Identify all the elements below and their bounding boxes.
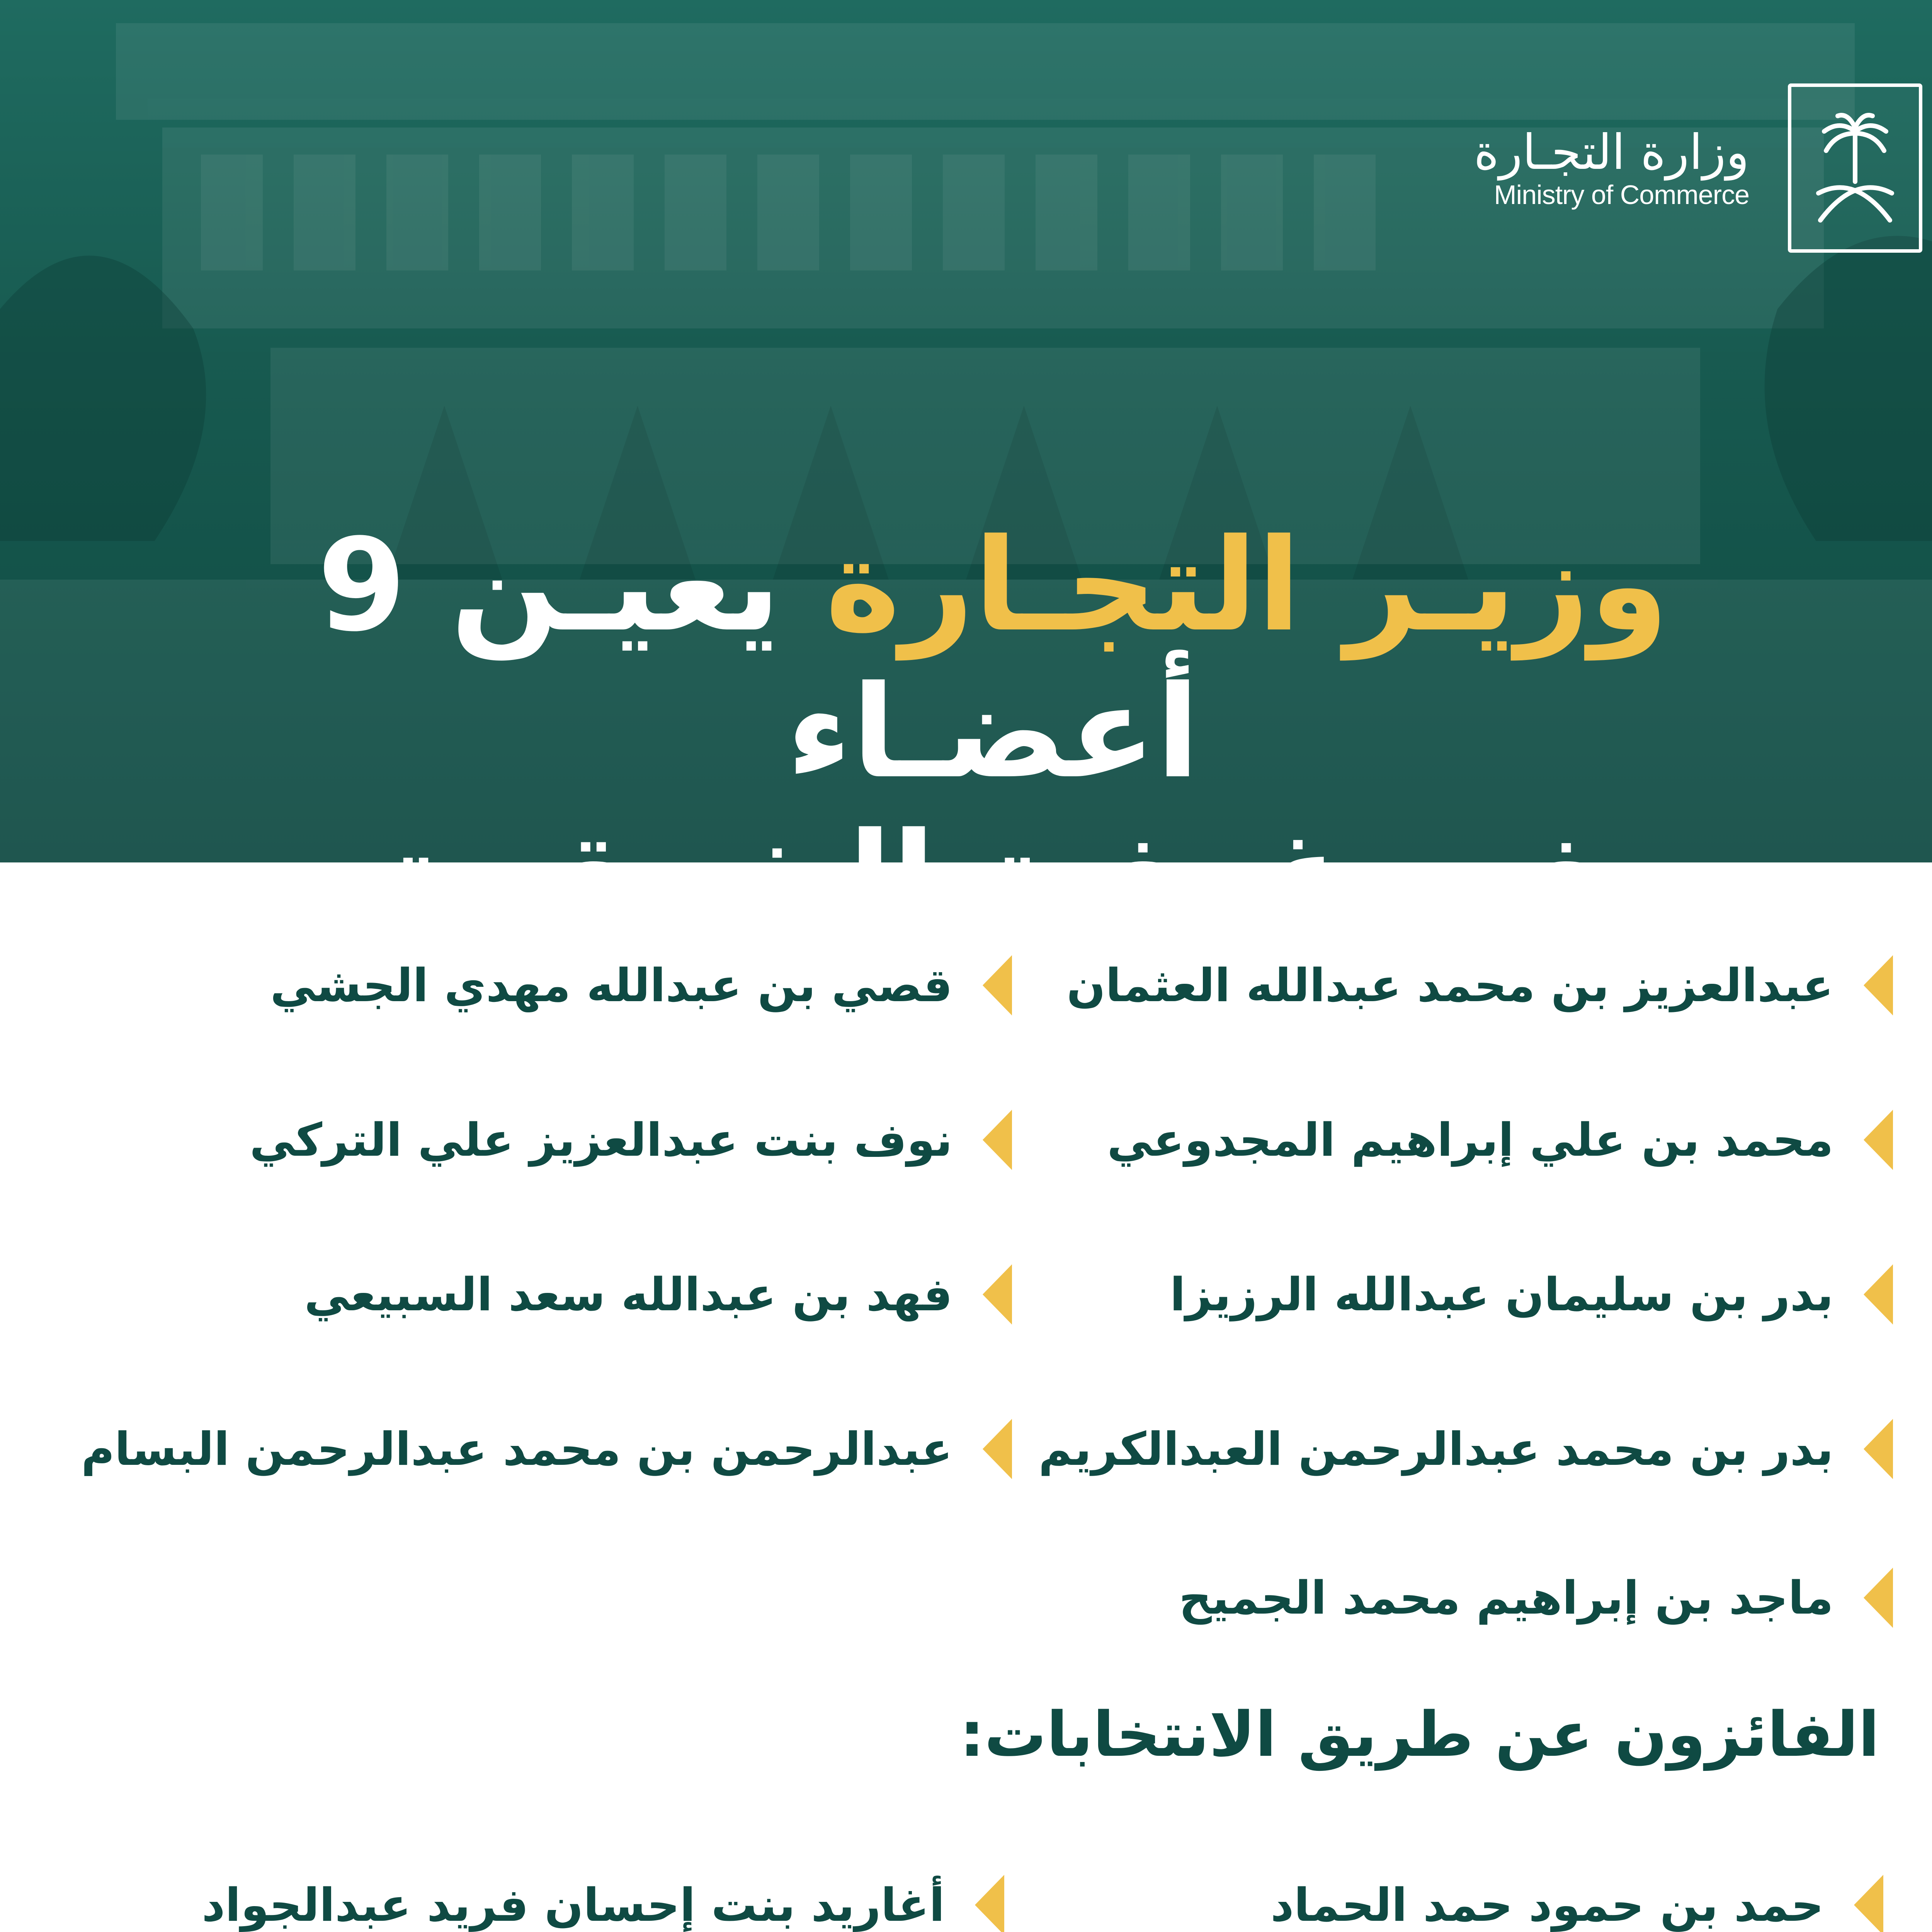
member-name: قصي بن عبدالله مهدي الجشي — [270, 959, 952, 1012]
headline-rest: يعيـن 9 أعضـاء — [317, 511, 1200, 806]
brand-name-arabic: وزارة التجـارة — [1474, 124, 1749, 181]
member-name: عبدالرحمن بن محمد عبدالرحمن البسام — [81, 1422, 952, 1476]
headline-line-2: في غرفـة الشرقيـة — [378, 805, 1608, 953]
arrow-left-icon — [983, 1110, 1012, 1170]
arrow-left-icon — [1864, 1419, 1893, 1479]
palm-swords-emblem-icon — [1788, 83, 1922, 253]
elected-section-title: الفائزون عن طريق الانتخابات: — [959, 1698, 1879, 1770]
member-name: ماجد بن إبراهيم محمد الجميح — [1179, 1571, 1833, 1624]
member-name: حمد بن حمود حمد الحماد — [1270, 1878, 1824, 1932]
headline-highlight: وزيـر التجـارة — [825, 511, 1669, 660]
member-name: فهد بن عبدالله سعد السبيعي — [304, 1268, 952, 1321]
list-item — [270, 927, 1012, 1043]
list-item — [250, 1082, 1012, 1198]
list-item — [1179, 1540, 1893, 1656]
page-headline — [116, 512, 1870, 952]
header-banner — [0, 0, 1932, 953]
list-item — [1170, 1236, 1893, 1352]
member-name: محمد بن علي إبراهيم المجدوعي — [1107, 1113, 1833, 1167]
arrow-left-icon — [983, 955, 1012, 1015]
ministry-brand — [1474, 87, 1922, 249]
arrow-left-icon — [1864, 1264, 1893, 1325]
arrow-left-icon — [1864, 1110, 1893, 1170]
list-item — [1270, 1847, 1883, 1932]
member-name: نوف بنت عبدالعزيز علي التركي — [250, 1113, 952, 1167]
list-item — [1039, 1391, 1893, 1507]
member-name: عبدالعزيز بن محمد عبدالله العثمان — [1066, 959, 1833, 1012]
member-name: أغاريد بنت إحسان فريد عبدالجواد — [202, 1878, 945, 1932]
arrow-left-icon — [1864, 1568, 1893, 1628]
arrow-left-icon — [975, 1875, 1004, 1932]
arrow-left-icon — [983, 1419, 1012, 1479]
brand-text — [1474, 126, 1749, 210]
headline-line-1 — [116, 512, 1870, 806]
member-name: بدر بن محمد عبدالرحمن العبدالكريم — [1038, 1422, 1833, 1476]
arrow-left-icon — [1854, 1875, 1883, 1932]
list-item — [81, 1391, 1012, 1507]
list-item — [1066, 927, 1893, 1043]
brand-name-english: Ministry of Commerce — [1494, 179, 1749, 210]
arrow-left-icon — [983, 1264, 1012, 1325]
arrow-left-icon — [1864, 955, 1893, 1015]
list-item — [1107, 1082, 1893, 1198]
member-name: بدر بن سليمان عبدالله الرزيزا — [1170, 1268, 1833, 1321]
list-item — [202, 1847, 1004, 1932]
list-item — [304, 1236, 1012, 1352]
